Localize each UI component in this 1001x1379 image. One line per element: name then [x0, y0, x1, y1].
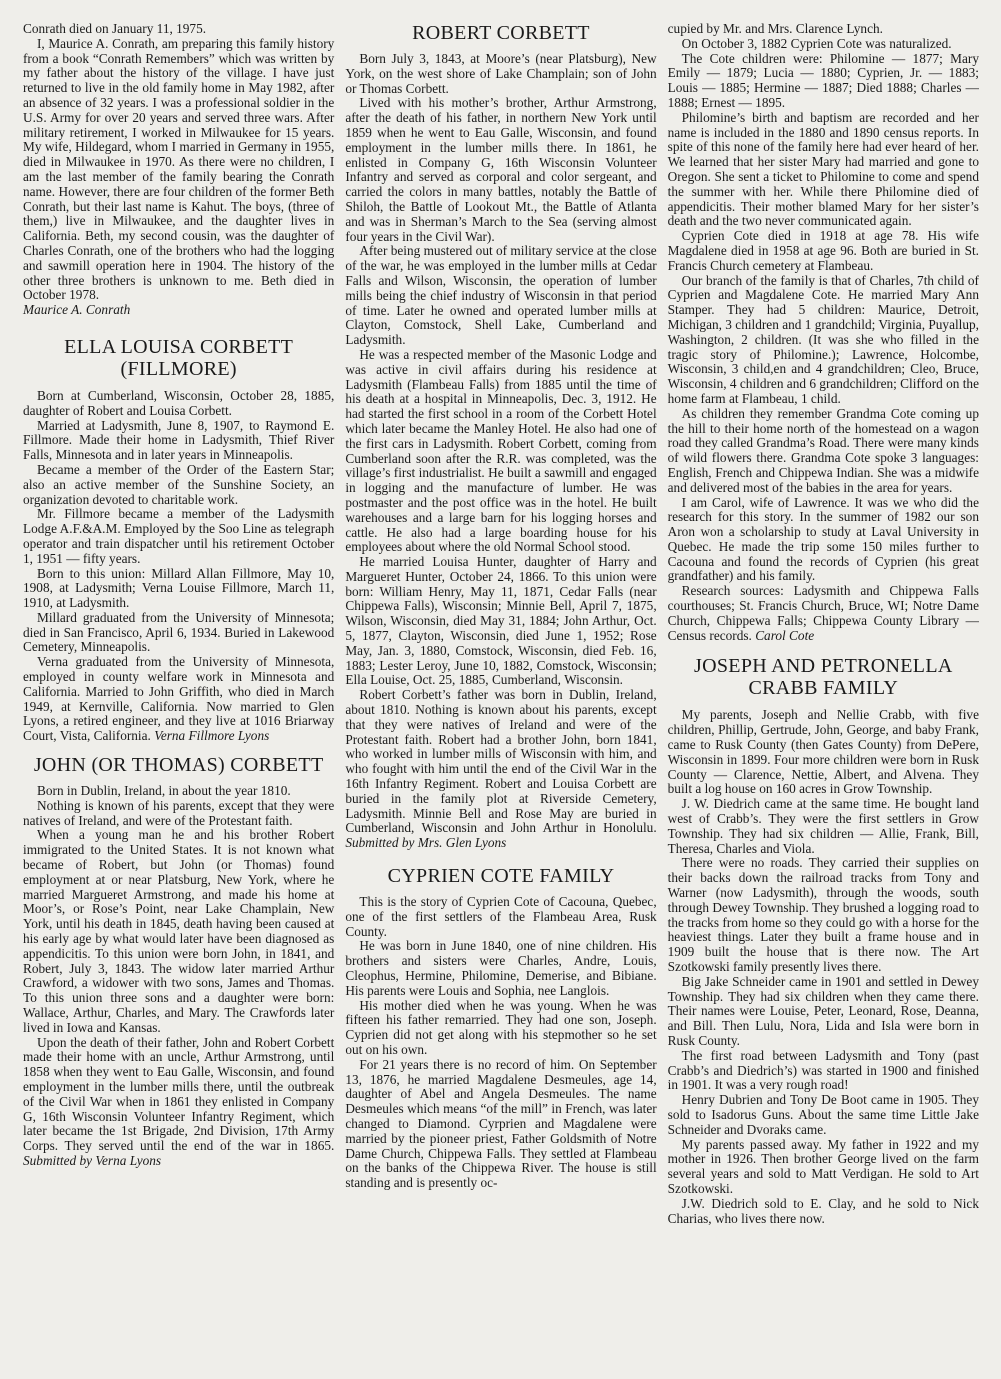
paragraph: He married Louisa Hunter, daughter of Harry and Margueret Hunter, October 24, 1866. To this union were born: William Henry, May 11, 1871, Cedar Falls (near Chippewa Falls), Wisconsin; Minnie Bell, April 7, 1875, Wilson, Wisconsin, died May 31, 1884; John Arthur, Oct. 5, 1877, Clayton, Wisconsin, died June 1, 1952; Rose May, Jan. 3, 1880, Comstock, Wisconsin, died Feb. 16, 1883; Lester Leroy, June 10, 1882, Comstock, Wisconsin; Ella Louise, Oct. 25, 1885, Cumberland, Wisconsin. — [345, 554, 657, 688]
paragraph: Born to this union: Millard Allan Fillmore, May 10, 1908, at Ladysmith; Verna Louise Fillmore, March 11, 1910, at Ladysmith. — [23, 565, 335, 611]
paragraph: Mr. Fillmore became a member of the Ladysmith Lodge A.F.&A.M. Employed by the Soo Line as telegraph operator and train dispatcher until his retirement October 1, 1951 — fifty years. — [23, 506, 335, 566]
paragraph: Nothing is known of his parents, except that they were natives of Ireland, and were of the Protestant faith. — [23, 797, 335, 828]
signature: Verna Fillmore Lyons — [154, 728, 270, 744]
section-title-crabb-family: JOSEPH AND PETRONELLA CRABB FAMILY — [694, 655, 953, 700]
paragraph: J.W. Diedrich sold to E. Clay, and he sold to Nick Charias, who lives there now. — [667, 1195, 979, 1226]
paragraph: The Cote children were: Philomine — 1877; Mary Emily — 1879; Lucia — 1880; Cyprien, Jr. — 1883; Louis — 1885; Hermine — 1887; Died 1888; Charles — 1888; Ernest — 1895. — [667, 50, 979, 110]
paragraph: Born in Dublin, Ireland, in about the year 1810. — [37, 783, 291, 799]
signature: Submitted by Verna Lyons — [23, 1152, 162, 1168]
paragraph: Philomine’s birth and baptism are recorded and her name is included in the 1880 and 1890 census reports. In spite of this none of the family here had ever heard of her. We learned that her sister Mary had married and gone to Oregon. She sent a ticket to Philomine to come and spend the summer with her. While there Philomine died of appendicitis. Their mother blamed Mary for her sister’s death and the two never communicated again. — [667, 109, 979, 229]
section-title-john-corbett: JOHN (OR THOMAS) CORBETT — [33, 754, 324, 777]
conrath-continuation — [23, 22, 334, 318]
paragraph — [345, 688, 656, 851]
cyprien-cote-continuation — [668, 22, 979, 643]
section-ella-louisa-corbett — [23, 389, 334, 744]
paragraph: On October 3, 1882 Cyprien Cote was naturalized. — [681, 35, 952, 51]
paragraph: This is the story of Cyprien Cote of Cacouna, Quebec, one of the first settlers of the Flambeau Area, Rusk County. — [345, 894, 657, 939]
paragraph-text: Research sources: Ladysmith and Chippewa Falls courthouses; St. Francis Church, Bruce, WI; Notre Dame Church, Chippewa Falls; Chippewa County Library — Census records. — [667, 583, 979, 643]
paragraph: Cyprien Cote died in 1918 at age 78. His wife Magdalene died in 1958 at age 96. Both are buried in St. Francis Church cemetery at Flambeau. — [667, 228, 979, 273]
column-2 — [345, 22, 656, 1379]
signature: Maurice A. Conrath — [23, 302, 131, 318]
paragraph — [668, 584, 979, 643]
paragraph-text: Verna graduated from the University of Minnesota, employed in county welfare work in Minnesota and California. Married to John Griffith, who died in March 1949, at Kernville, California. Now married to Glen Lyons, a retired engineer, and they live at 1016 Briarway Court, Vista, California. — [23, 654, 335, 744]
paragraph: I, Maurice A. Conrath, am preparing this family history from a book “Conrath Remembers” which was written by my father about the history of the village. I have just returned to live in the old family home in May 1982, after an absence of 32 years. I was a professional soldier in the U.S. Army for over 20 years and served three wars. After military retirement, I worked in Milwaukee for 15 years. My wife, Hildegard, whom I married in Germany in 1955, died in Milwaukee in 1970. As there were no children, I am the last member of the family bearing the Conrath name. However, there are four children of the former Beth Conrath, but their last name is Kahut. The boys, (three of them,) live in Milwaukee, and the daughter lives in California. Beth, my second cousin, was the daughter of Charles Conrath, one of the brothers who had the logging and sawmill operation here in 1904. The history of the other three brothers is unknown to me. Beth died in October 1978. — [23, 35, 335, 303]
paragraph: For 21 years there is no record of him. On September 13, 1876, he married Magdalene Desmeules, age 14, daughter of Abel and Angela Desmeules. The name Desmeules which means “of the mill” in French, was later changed to Diamond. Cyrprien and Magdalene were married by the pioneer priest, Father Goldsmith of Notre Dame Church, Chippewa Falls. They settled at Flambeau on the banks of the Chippewa River. The house is still standing and is presently oc- — [345, 1056, 657, 1191]
signature: Carol Cote — [755, 627, 815, 643]
paragraph: After being mustered out of military service at the close of the war, he was employed in the lumber mills at Cedar Falls and Wilson, Wisconsin, the operation of lumber mills being the chief industry of Wisconsin in that period of time. Later he owned and operated lumber mills at Clayton, Comstock, Shell Lake, Cumberland and Ladysmith. — [345, 243, 657, 348]
paragraph: Married at Ladysmith, June 8, 1907, to Raymond E. Fillmore. Made their home in Ladysmith, Thief River Falls, Minnesota and in later years in Minneapolis. — [23, 417, 335, 463]
paragraph: Became a member of the Order of the Eastern Star; also an active member of the Sunshine Society, an organization devoted to charitable work. — [23, 461, 335, 507]
paragraph: Conrath died on January 11, 1975. — [23, 21, 207, 36]
paragraph: Millard graduated from the University of Minnesota; died in San Francisco, April 6, 1934. Buried in Lakewood Cemetery, Minneapolis. — [23, 609, 335, 655]
paragraph: cupied by Mr. and Mrs. Clarence Lynch. — [667, 21, 883, 36]
paragraph: Our branch of the family is that of Charles, 7th child of Cyprien and Magdalene Cote. He married Mary Ann Stamper. They had 5 children: Maurice, Detroit, Michigan, 3 children and 1 grandchild; Virginia, Puyallup, Washington, 2 children. (It was she who filled in the tragic story of Philomine.); Lawrence, Holcombe, Wisconsin, 3 child,en and 4 grandchildren; Cleo, Bruce, Wisconsin, 4 children and 6 grandchildren; Clifford on the home farm at Flambeau, 1 child. — [667, 272, 979, 406]
section-title-robert-corbett: ROBERT CORBETT — [412, 22, 590, 44]
paragraph: His mother died when he was young. When he was fifteen his father remarried. They had one son, Joseph. Cyprien did not get along with his stepmother so he set out on his own. — [345, 997, 657, 1057]
paragraph: When a young man he and his brother Robert immigrated to the United States. It is not known what became of Robert, but John (or Thomas) found employment at or near Platsburg, New York, where he married Margueret Armstrong, and made his home at Moor’s, or Rose’s Point, near Lake Champlain, New York, until his death in 1845, death having been caused at his early age by what would later have been diagnosed as appendicitis. To this union were born John, in 1841, and Robert, July 3, 1843. The widow later married Arthur Crawford, a widower with two sons, James and Thomas. To this union three sons and a daughter were born: Wallace, Arthur, Charles, and Mary. The Crawfords later lived in Iowa and Kansas. — [23, 827, 335, 1035]
paragraph: My parents passed away. My father in 1922 and my mother in 1926. Then brother George lived on the farm several years and sold to Matt Verdigan. He sold to Art Szotkowski. — [667, 1136, 979, 1196]
section-crabb-family — [668, 708, 979, 1226]
paragraph: Henry Dubrien and Tony De Boot came in 1905. They sold to Isadorus Guns. About the same time Little Jake Schneider and Dvoraks came. — [667, 1092, 979, 1137]
paragraph — [23, 1036, 334, 1169]
paragraph: Big Jake Schneider came in 1901 and settled in Dewey Township. They had six children when they came there. Their names were Louise, Peter, Leonard, Rose, Deanna, and Bill. Then Lulu, Nora, Lida and Isla were born in Rusk County. — [667, 973, 979, 1048]
section-john-corbett — [23, 784, 334, 1169]
paragraph: As children they remember Grandma Cote coming up the hill to their home north of the homestead on a wagon road they called Grandma’s Road. There were many kinds of wild flowers there. Grandma Cote spoke 3 languages: English, French and Chippewa Indian. She was a midwife and delivered most of the babies in the area for years. — [667, 405, 979, 495]
paragraph: Born at Cumberland, Wisconsin, October 28, 1885, daughter of Robert and Louisa Corbett. — [23, 387, 335, 418]
paragraph: J. W. Diedrich came at the same time. He bought land west of Crabb’s. They were the first settlers in Grow Township. They had six children — Allie, Frank, Bill, Theresa, Charles and Viola. — [667, 796, 979, 856]
section-title-ella-louisa-corbett: ELLA LOUISA CORBETT (FILLMORE) — [64, 335, 294, 380]
paragraph: My parents, Joseph and Nellie Crabb, with five children, Phillip, Gertrude, John, George, and baby Frank, came to Rusk County (then Gates County) from DePere, Wisconsin in 1899. Four more children were born in Rusk County — Clarence, Nettie, Albert, and Alvena. They built a log house on 160 acres in Grow Township. — [667, 707, 979, 797]
paragraph: The first road between Ladysmith and Tony (past Crabb’s and Diedrich’s) was started in 1900 and finished in 1901. It was a very rough road! — [667, 1047, 979, 1093]
section-cyprien-cote — [345, 895, 656, 1191]
column-1 — [23, 22, 334, 1379]
column-3 — [668, 22, 979, 1379]
paragraph-text: Upon the death of their father, John and Robert Corbett made their home with an uncle, Arthur Armstrong, until 1858 when they went to Eau Galle, Wisconsin, and found employment in the lumber mills there, until the outbreak of the Civil War when in 1861 they enlisted in Company G, 16th Wisconsin Volunteer Infantry Regiment, which later became the 1st Brigade, 2nd Division, 17th Army Corps. They served until the end of the war in 1865. — [23, 1034, 335, 1154]
section-title-cyprien-cote: CYPRIEN COTE FAMILY — [387, 865, 615, 888]
paragraph: Born July 3, 1843, at Moore’s (near Platsburg), New York, on the west shore of Lake Champlain; son of John or Thomas Corbett. — [345, 51, 657, 96]
paragraph: There were no roads. They carried their supplies on their backs down the railroad tracks from Tony and Warner (now Ladysmith), through the woods, south through Dewey Township. They brushed a logging road to the tracks from home so they could go with a horse for the heaviest things. Later they built a frame house and in 1909 built the house that is there now. The Art Szotkowski family presently lives there. — [667, 855, 979, 975]
paragraph-text: Robert Corbett’s father was born in Dublin, Ireland, about 1810. Nothing is known about his parents, except that they were natives of Ireland and were of the Protestant faith. Robert had a brother John, born 1841, who worked in lumber mills of Wisconsin with him, and who fought with him until the end of the Civil War in the 16th Infantry Regiment. Robert and Louisa Corbett are buried in the family plot at Riverside Cemetery, Ladysmith. Minnie Bell and Rose May are buried in Cumberland, Wisconsin and John Arthur in Honolulu. — [345, 687, 657, 836]
paragraph: He was a respected member of the Masonic Lodge and was active in civil affairs during his residence at Ladysmith (Flambeau Falls) from 1885 until the time of his death at a hospital in Minneapolis, Dec. 3, 1912. He had started the first school in a room of the Corbett Hotel which later became the Manley Hotel. He also had one of the first cars in Ladysmith. Robert Corbett, coming from Cumberland soon after the R.R. was completed, was the village’s first industrialist. He built a sawmill and engaged in logging and the manufacture of lumber. He was postmaster and the post office was in the hotel. He built warehouses and a large barn for his logging horses and cattle. He also had a large boarding house for his employees about where the old Normal School stood. — [345, 346, 657, 555]
section-robert-corbett — [345, 52, 656, 851]
paragraph: He was born in June 1840, one of nine children. His brothers and sisters were Charles, Andre, Louis, Cleophus, Hermine, Philomine, Demerise, and Bibiane. His parents were Louis and Sophia, nee Langlois. — [345, 938, 657, 998]
paragraph: Lived with his mother’s brother, Arthur Armstrong, after the death of his father, in northern New York until 1859 when he went to Eau Galle, Wisconsin, and found employment in the lumber mills there. In 1861, he enlisted in Company G, 16th Wisconsin Volunteer Infantry and served as corporal and color sergeant, and carried the colors in many battles, notably the Battle of Shiloh, the Battle of Lookout Mt., the Battle of Atlanta and was in Sherman’s March to the Sea (serving almost four years in the Civil War). — [345, 95, 657, 244]
signature: Submitted by Mrs. Glen Lyons — [345, 835, 507, 851]
paragraph — [23, 655, 334, 744]
paragraph: I am Carol, wife of Lawrence. It was we who did the research for this story. In the summer of 1982 our son Aron won a scholarship to study at Laval University in Quebec. He made the trip some 150 miles further to Cacouna and found the records of Cyprien (his great grandfather) and his family. — [667, 494, 979, 584]
